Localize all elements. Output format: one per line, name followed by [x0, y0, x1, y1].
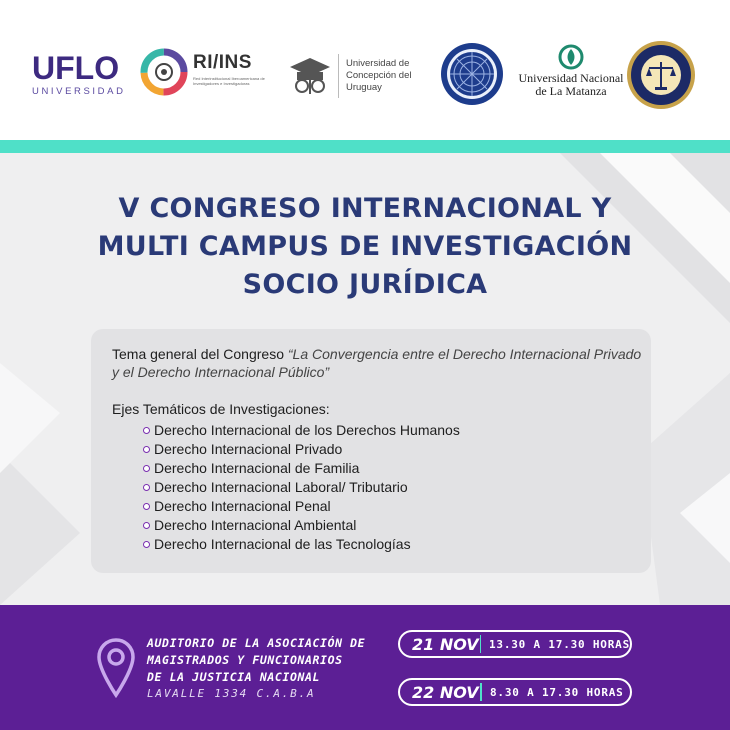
ucu-logo-line3: Uruguay	[346, 82, 382, 93]
seal-icon	[440, 42, 504, 106]
uflo-logo-sub: UNIVERSIDAD	[32, 86, 126, 97]
riins-logo	[140, 48, 275, 102]
axis-label: Derecho Internacional Ambiental	[154, 517, 357, 533]
axes-list	[143, 421, 460, 554]
list-item	[143, 478, 460, 497]
bullet-icon	[143, 427, 150, 434]
bullet-icon	[143, 446, 150, 453]
location-pin-icon	[96, 637, 136, 699]
axis-label: Derecho Internacional Penal	[154, 498, 331, 514]
main-section	[0, 153, 730, 605]
date-separator	[480, 635, 481, 653]
date-pill-2	[398, 678, 632, 706]
congress-title-line3: SOCIO JURÍDICA	[242, 269, 488, 300]
list-item	[143, 459, 460, 478]
bullet-icon	[143, 541, 150, 548]
event-footer	[0, 605, 730, 730]
uflo-logo	[32, 52, 127, 97]
congress-title	[0, 190, 730, 304]
date-time: 13.30 A 17.30 HORAS	[488, 637, 630, 651]
bullet-icon	[143, 484, 150, 491]
unlam-logo-line1: Universidad Nacional	[518, 71, 624, 85]
axis-label: Derecho Internacional Privado	[154, 441, 343, 457]
congress-title-line1: V CONGRESO INTERNACIONAL Y	[118, 193, 612, 224]
unlam-logo-name	[512, 72, 630, 98]
date-pill-1	[398, 630, 632, 658]
venue-name	[147, 635, 392, 686]
bullet-icon	[143, 503, 150, 510]
ucu-logo	[288, 52, 428, 102]
riins-logo-name: RI/INS	[193, 52, 252, 73]
teal-divider	[0, 140, 730, 153]
venue-line3: DE LA JUSTICIA NACIONAL	[147, 670, 321, 684]
list-item	[143, 440, 460, 459]
axis-label: Derecho Internacional de los Derechos Humanos	[154, 422, 460, 438]
ucu-logo-line1: Universidad de	[346, 58, 410, 69]
list-item	[143, 497, 460, 516]
axis-label: Derecho Internacional de las Tecnologías	[154, 536, 411, 552]
congress-title-line2: MULTI CAMPUS DE INVESTIGACIÓN	[97, 231, 633, 262]
venue-line1: AUDITORIO DE LA ASOCIACIÓN DE	[147, 636, 366, 650]
list-item	[143, 535, 460, 554]
unlam-logo	[512, 44, 630, 98]
axis-label: Derecho Internacional Laboral/ Tributario	[154, 479, 408, 495]
bullet-icon	[143, 522, 150, 529]
content-panel	[91, 329, 651, 573]
date-day: 21 NOV	[412, 634, 479, 654]
logo-header	[0, 0, 730, 140]
unlam-leaf-icon	[558, 44, 584, 70]
riins-logo-description: Red Interinstitucional Iberoamericana de Investigadores e Investigadoras	[193, 76, 265, 86]
riins-logo-icon	[140, 48, 188, 96]
graduation-cap-icon	[288, 56, 332, 96]
theme-label: Tema general del Congreso	[112, 346, 284, 362]
theme-value: “La Convergencia entre el Derecho Internacional Privado y el Derecho Internacional Público”	[112, 346, 642, 380]
venue-line2: MAGISTRADOS Y FUNCIONARIOS	[147, 653, 343, 667]
date-time: 8.30 A 17.30 HORAS	[490, 685, 624, 699]
axis-label: Derecho Internacional de Familia	[154, 460, 360, 476]
scales-seal-icon	[626, 40, 696, 110]
date-day: 22 NOV	[412, 682, 479, 702]
date-separator	[480, 683, 482, 701]
axes-label: Ejes Temáticos de Investigaciones:	[112, 401, 330, 417]
ucu-logo-name	[346, 58, 428, 94]
congress-theme	[112, 345, 642, 381]
bullet-icon	[143, 465, 150, 472]
ucu-logo-divider	[338, 54, 339, 98]
list-item	[143, 421, 460, 440]
list-item	[143, 516, 460, 535]
uflo-logo-name: UFLO	[32, 50, 120, 86]
unlam-logo-line2: de La Matanza	[535, 84, 607, 98]
ucu-logo-line2: Concepción del	[346, 70, 412, 81]
venue-address: LAVALLE 1334 C.A.B.A	[147, 687, 316, 700]
